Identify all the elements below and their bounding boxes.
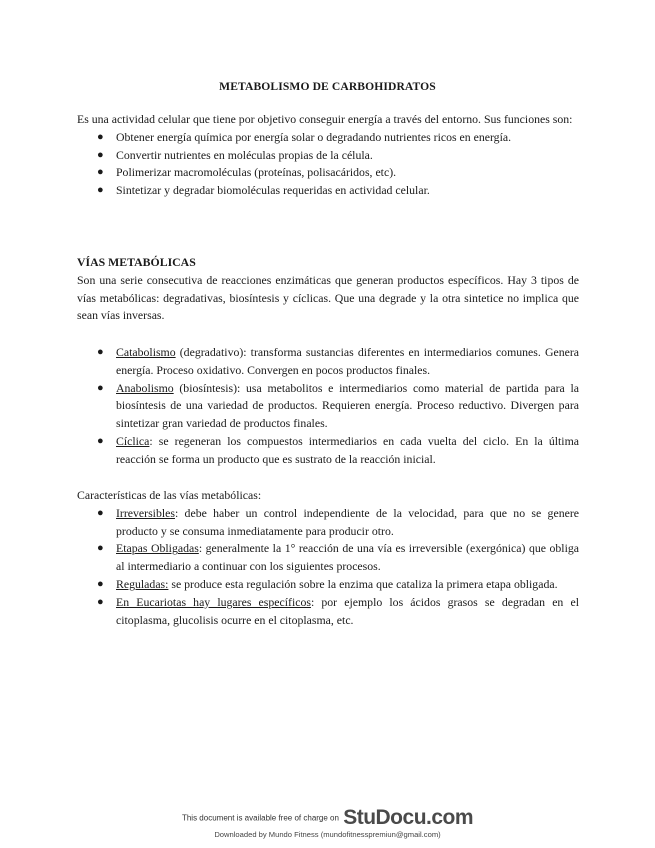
bullet-icon: ●: [97, 166, 104, 179]
list-item: ● Obtener energía química por energía solar o degradando nutrientes ricos en energía.: [77, 129, 579, 147]
list-item: ● Etapas Obligadas: generalmente la 1° reacción de una vía es irreversible (exergónica) que obliga al intermediario a continuar con los siguientes procesos.: [97, 541, 579, 574]
availability-text: This document is available free of charge on: [181, 813, 339, 823]
characteristics-section: [77, 487, 579, 629]
bullet-icon: ●: [97, 434, 104, 447]
list-item: ● En Eucariotas hay lugares específicos: por ejemplo los ácidos grasos se degradan en el citoplasma, glucolisis ocurre en el citoplasma, etc.: [97, 594, 579, 627]
term: En Eucariotas hay lugares específicos: [116, 594, 311, 609]
section-heading: VÍAS METABÓLICAS: [77, 255, 196, 269]
term: Cíclica: [116, 433, 150, 448]
bullet-icon: ●: [97, 506, 104, 519]
footer-downloaded: Downloaded by Mundo Fitness (mundofitnesspremiun@gmail.com): [214, 830, 441, 839]
functions-list: [77, 129, 579, 200]
vias-section: [77, 254, 579, 325]
footer-availability: [0, 806, 655, 830]
bullet-icon: ●: [97, 148, 104, 161]
bullet-icon: ●: [97, 346, 104, 358]
term: Irreversibles: [116, 505, 175, 520]
term: Catabolismo: [116, 345, 176, 359]
bullet-icon: ●: [97, 381, 104, 394]
list-item: ● Polimerizar macromoléculas (proteínas, polisacáridos, etc).: [77, 164, 579, 182]
intro-section: [77, 111, 579, 200]
intro-paragraph: Es una actividad celular que tiene por objetivo conseguir energía a través del entorno. Sus funciones son:: [77, 112, 573, 126]
document-title: METABOLISMO DE CARBOHIDRATOS: [219, 80, 436, 93]
bullet-icon: ●: [97, 184, 104, 197]
list-item: ● Catabolismo (degradativo): transforma sustancias diferentes en intermediarios comunes. Genera energía. Proceso oxidativo. Convergen en pocos productos finales.: [97, 345, 579, 377]
vias-paragraph: Son una serie consecutiva de reacciones enzimáticas que generan productos específicos. Hay 3 tipos de vías metabólicas: degradativas, biosíntesis y cíclicas. Que una degrade y la otra sintetice no implica que sean vías inversas.: [77, 272, 579, 323]
term: Reguladas:: [116, 576, 169, 591]
bullet-icon: ●: [97, 595, 104, 608]
characteristics-heading: Características de las vías metabólicas:: [77, 488, 262, 502]
bullet-icon: ●: [97, 542, 104, 555]
bullet-icon: ●: [97, 577, 104, 590]
characteristics-list: [77, 505, 579, 630]
term: Anabolismo: [116, 380, 174, 395]
list-item: ● Sintetizar y degradar biomoléculas requeridas en actividad celular.: [77, 182, 579, 200]
term: Etapas Obligadas: [116, 541, 199, 556]
list-item: ● Reguladas: se produce esta regulación sobre la enzima que cataliza la primera etapa obligada.: [77, 576, 579, 594]
list-item: ● Cíclica: se regeneran los compuestos intermediarios en cada vuelta del ciclo. En la última reacción se forma un producto que es sustrato de la reacción inicial.: [97, 433, 579, 466]
types-section: [77, 344, 579, 469]
list-item: ● Anabolismo (biosíntesis): usa metabolitos e intermediarios como material de partida para la biosíntesis de una variedad de productos. Requieren energía. Proceso reductivo. Divergen para sintetizar gran variedad de productos finales.: [97, 380, 579, 431]
bullet-icon: ●: [97, 130, 104, 143]
list-item: ● Convertir nutrientes en moléculas propias de la célula.: [77, 147, 579, 165]
list-item: ● Irreversibles: debe haber un control independiente de la velocidad, para que no se genere producto y se consuma inmediatamente para producir otro.: [97, 505, 579, 538]
types-list: [77, 344, 579, 469]
studocu-logo[interactable]: StuDocu.com: [343, 806, 474, 829]
